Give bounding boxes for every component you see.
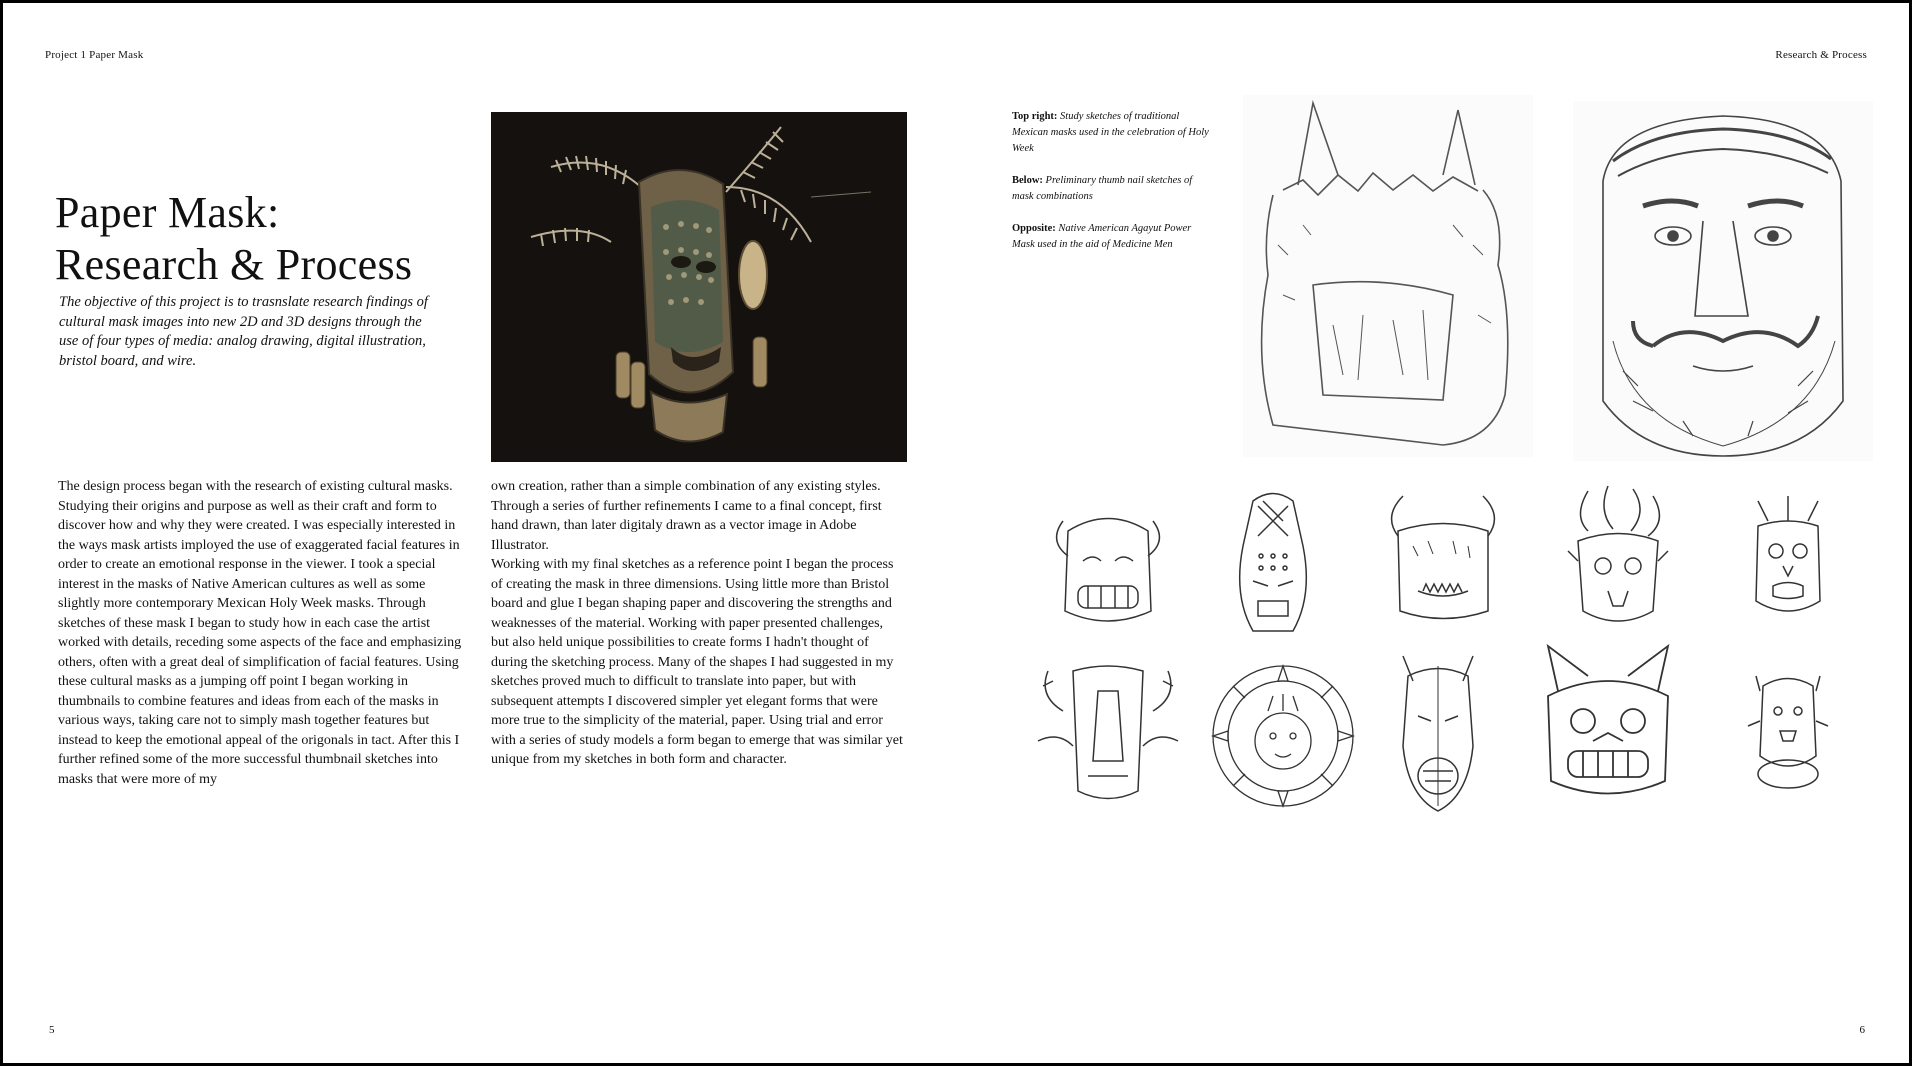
body-paragraph: The design process began with the research of existing cultural masks. Studying their origins and purpose as well as their craft and form to discover how and why they were created. I was especially interested in the ways mask artists imployed the use of exaggerated facial features in order to create an emotional response in the viewer. I took a special interest in the masks of Native American cultures as well as some slightly more contemporary Mexican Holy Week masks. Through sketches of these mask I began to study how in each case the artist worked with details, receding some aspects of the face and emphasizing others, often with a great deal of simplification of facial features. Using these cultural masks as a jumping off point I began working in thumbnails to combine features and ideas from each of the masks in various ways, taking care not to simply mash together features but instead to keep the emotional appeal of the origonals in tact. After this I further refined some of the more successful thumbnail sketches into masks that were more of my [58,479,462,787]
sketch-drawing [1573,101,1873,461]
thumbnail-sketch [1203,656,1363,816]
furry-horned-mask-sketch [1243,95,1533,457]
mask-thumbnail-sketches [1033,481,1883,821]
caption-opposite [1012,221,1212,253]
agayut-mask-photo [491,112,907,462]
caption-text: Study sketches of traditional Mexican masks used in the celebration of Holy Week [1012,111,1209,154]
mask-photo-illustration [491,112,907,462]
page-number-right: 6 [1859,1024,1865,1036]
sketch-drawing [1243,95,1533,457]
running-header-left: Project 1 Paper Mask [45,49,144,61]
thumbnail-sketch [1383,646,1493,821]
caption-text: Native American Agayut Power Mask used in the aid of Medicine Men [1012,223,1192,250]
body-paragraph: Working with my final sketches as a reference point I began the process of creating the mask in three dimensions. Using little more than Bristol board and glue I began shaping paper and discovering the strengths and weaknesses of the material. Working with paper presented challenges, but also held unique possibilities to create forms I hadn't thought of during the sketching process. Many of the shapes I had suggested in my sketches proved much to difficult to translate into paper, but with subsequent attempts I discovered simpler yet elegant forms that were more true to the simplicity of the material, paper. Using trial and error with a series of study models a form began to emerge that was similar yet unique from my sketches in both form and character. [491,557,903,767]
thumbnail-sketch [1533,641,1683,811]
thumbnail-sketch [1223,486,1323,646]
thumbnail-sketch [1378,486,1508,636]
title-line-2: Research & Process [55,240,413,289]
mustached-face-mask-sketch [1573,101,1873,461]
body-column-2 [491,477,903,770]
caption-label: Top right: [1012,111,1058,122]
thumbnail-sketch [1738,491,1838,631]
title-line-1: Paper Mask: [55,188,280,237]
body-column-1 [58,477,470,789]
page-title [55,187,475,291]
caption-label: Below: [1012,175,1043,186]
thumbnail-sketch [1553,481,1683,641]
intro-lede: The objective of this project is to trasnslate research findings of cultural mask images into new 2D and 3D designs through the use of four types of media: analog drawing, digital illustration, bristol board, and wire. [59,294,428,369]
caption-text: Preliminary thumb nail sketches of mask combinations [1012,175,1193,202]
caption-below [1012,173,1212,205]
thumbnail-sketch [1738,666,1838,806]
caption-label: Opposite: [1012,223,1056,234]
image-captions [1012,109,1212,269]
page-number-left: 5 [49,1024,55,1036]
running-header-right: Research & Process [1775,49,1867,61]
thumbnail-sketch [1043,491,1173,641]
caption-top-right [1012,109,1212,157]
body-paragraph: own creation, rather than a simple combination of any existing styles. Through a series of further refinements I came to a final concept, first hand drawn, than later digitaly drawn as a vector image in Adobe Illustrator. [491,479,882,553]
thumbnail-sketch [1033,651,1183,811]
